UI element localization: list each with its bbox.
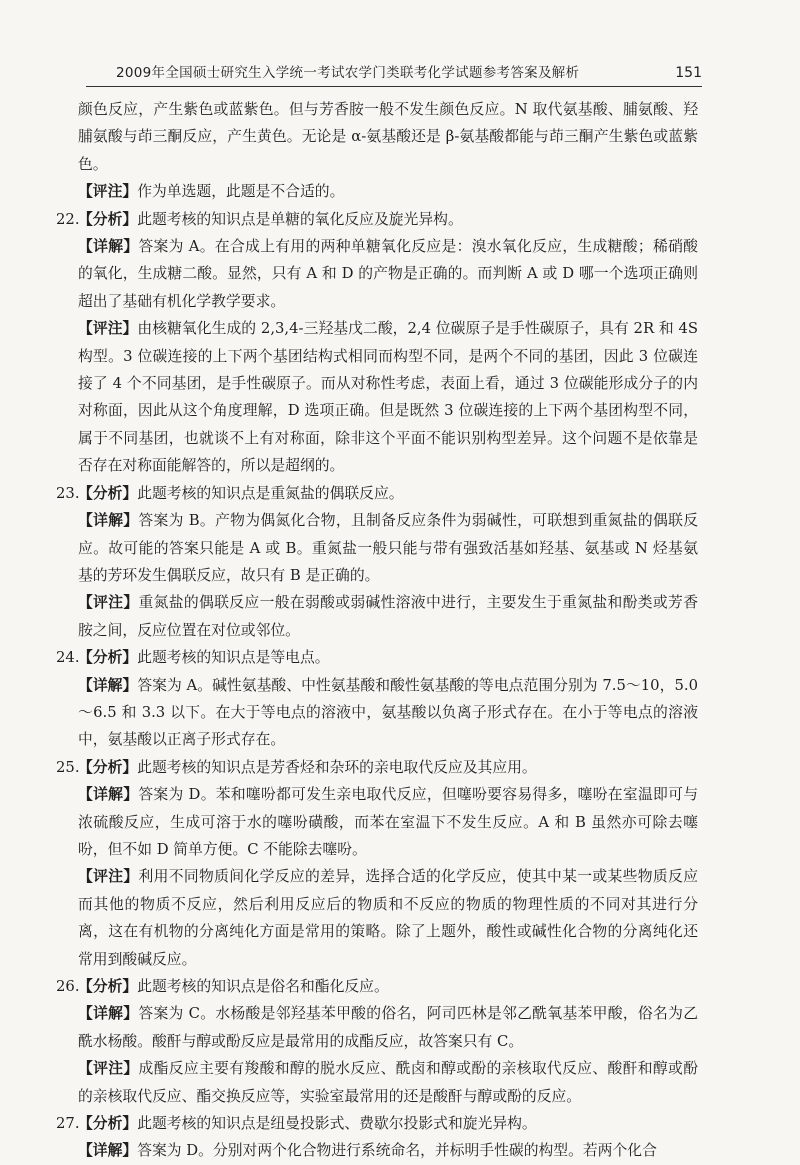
paragraph-text: 答案为 A。在合成上有用的两种单糖氧化反应是：溴水氧化反应，生成糖酸；稀硝酸的氧化，生成糖二酸。显然，只有 A 和 D 的产物是正确的。而判断 A 或 D 哪一个选项正确则超出了基础有机化学教学要求。 (78, 238, 698, 310)
detail-paragraph (78, 233, 698, 315)
paragraph-text: 答案为 B。产物为偶氮化合物，且制备反应条件为弱碱性，可联想到重氮盐的偶联反应。故可能的答案只能是 A 或 B。重氮盐一般只能与带有强致活基如羟基、氨基或 N 烃基氨基的芳环发生偶联反应，故只有 B 是正确的。 (78, 512, 698, 584)
detail-paragraph (78, 1000, 698, 1055)
analysis-paragraph (56, 644, 698, 671)
comment-paragraph (78, 1055, 698, 1110)
continued-paragraph (78, 96, 698, 178)
analysis-paragraph (56, 480, 698, 507)
paragraph-text: 作为单选题，此题是不合适的。 (137, 183, 345, 201)
analysis-paragraph (56, 973, 698, 1000)
analysis-label: 【分析】 (78, 758, 138, 776)
paragraph-text: 颜色反应，产生紫色或蓝紫色。但与芳香胺一般不发生颜色反应。N 取代氨基酸、脯氨酸、羟脯氨酸与茚三酮反应，产生黄色。无论是 α-氨基酸还是 β-氨基酸都能与茚三酮产生紫色或蓝紫色。 (78, 101, 698, 173)
detail-paragraph (78, 781, 698, 863)
analysis-label: 【分析】 (78, 210, 138, 228)
analysis-paragraph (56, 1110, 698, 1137)
detail-paragraph (78, 1137, 698, 1164)
analysis-label: 【分析】 (78, 649, 138, 667)
detail-paragraph (78, 672, 698, 754)
detail-label: 【详解】 (78, 512, 139, 530)
paragraph-text: 利用不同物质间化学反应的差异，选择合适的化学反应，使其中某一或某些物质反应而其他的物质不反应，然后利用反应后的物质和不反应的物质的物理性质的不同对其进行分离，这在有机物的分离纯化方面是常用的策略。除了上题外，酸性或碱性化合物的分离纯化还常用到酸碱反应。 (78, 868, 698, 968)
detail-label: 【详解】 (78, 1005, 139, 1023)
question-number: 22. (56, 210, 80, 228)
question-number: 23. (56, 484, 80, 502)
paragraph-text: 此题考核的知识点是芳香烃和杂环的亲电取代反应及其应用。 (137, 758, 537, 776)
paragraph-text: 此题考核的知识点是单糖的氧化反应及旋光异构。 (137, 210, 463, 228)
paragraph-text: 此题考核的知识点是纽曼投影式、费歇尔投影式和旋光异构。 (137, 1115, 537, 1133)
analysis-paragraph (56, 206, 698, 233)
page-number: 151 (675, 65, 702, 81)
comment-paragraph (78, 863, 698, 973)
paragraph-text: 成酯反应主要有羧酸和醇的脱水反应、酰卤和醇或酚的亲核取代反应、酸酐和醇或酚的亲核取代反应、酯交换反应等，实验室最常用的还是酸酐与醇或酚的反应。 (78, 1060, 698, 1105)
detail-label: 【详解】 (78, 786, 139, 804)
paragraph-text: 重氮盐的偶联反应一般在弱酸或弱碱性溶液中进行，主要发生于重氮盐和酚类或芳香胺之间，反应位置在对位或邻位。 (78, 594, 698, 639)
detail-label: 【详解】 (78, 1142, 138, 1160)
paragraph-text: 此题考核的知识点是俗名和酯化反应。 (137, 978, 389, 995)
detail-paragraph (78, 507, 698, 589)
detail-label: 【详解】 (78, 238, 139, 256)
paragraph-text: 由核糖氧化生成的 2,3,4-三羟基戊二酸，2,4 位碳原子是手性碳原子，具有 2R 和 4S 构型。3 位碳连接的上下两个基团结构式相同而构型不同，是两个不同的基团，因此 3 位碳连接了 4 个不同基团，是手性碳原子。而从对称性考虑，表面上看，通过 3 位碳能形成分子的内对称面，因此从这个角度理解，D 选项正确。但是既然 3 位碳连接的上下两个基团构型不同，属于不同基团，也就谈不上有对称面，除非这个平面不能识别构型差异。这个问题不是依靠是否存在对称面能解答的，所以是超纲的。 (78, 320, 698, 475)
analysis-label: 【分析】 (78, 1115, 138, 1133)
paragraph-text: 此题考核的知识点是重氮盐的偶联反应。 (137, 484, 404, 502)
comment-label: 【评注】 (78, 1060, 139, 1078)
comment-label: 【评注】 (78, 868, 139, 886)
answer-text-body (56, 96, 698, 1165)
comment-paragraph (78, 178, 698, 205)
detail-label: 【详解】 (78, 676, 138, 694)
question-number: 27. (56, 1115, 80, 1133)
paragraph-text: 答案为 A。碱性氨基酸、中性氨基酸和酸性氨基酸的等电点范围分别为 7.5～10，5.0～6.5 和 3.3 以下。在大于等电点的溶液中，氨基酸以负离子形式存在。在小于等电点的溶液中，氨基酸以正离子形式存在。 (78, 676, 698, 749)
question-number: 24. (56, 649, 80, 667)
comment-paragraph (78, 589, 698, 644)
comment-label: 【评注】 (78, 320, 138, 338)
paragraph-text: 此题考核的知识点是等电点。 (137, 649, 330, 667)
question-number: 26. (56, 978, 80, 995)
comment-paragraph (78, 315, 698, 479)
paragraph-text: 答案为 C。水杨酸是邻羟基苯甲酸的俗名，阿司匹林是邻乙酰氧基苯甲酸，俗名为乙酰水杨酸。酸酐与醇或酚反应是最常用的成酯反应，故答案只有 C。 (78, 1005, 698, 1050)
paragraph-text: 答案为 D。苯和噻吩都可发生亲电取代反应，但噻吩要容易得多，噻吩在室温即可与浓硫酸反应，生成可溶于水的噻吩磺酸，而苯在室温下不发生反应。A 和 B 虽然亦可除去噻吩，但不如 D 简单方便。C 不能除去噻吩。 (78, 786, 698, 858)
question-number: 25. (56, 758, 80, 776)
analysis-paragraph (56, 754, 698, 781)
comment-label: 【评注】 (78, 594, 139, 612)
page-header (86, 60, 702, 87)
comment-label: 【评注】 (78, 183, 138, 201)
analysis-label: 【分析】 (78, 484, 138, 502)
running-title: 2009年全国硕士研究生入学统一考试农学门类联考化学试题参考答案及解析 (116, 65, 580, 81)
analysis-label: 【分析】 (78, 978, 138, 995)
paragraph-text: 答案为 D。分别对两个化合物进行系统命名，并标明手性碳的构型。若两个化合 (137, 1142, 657, 1160)
